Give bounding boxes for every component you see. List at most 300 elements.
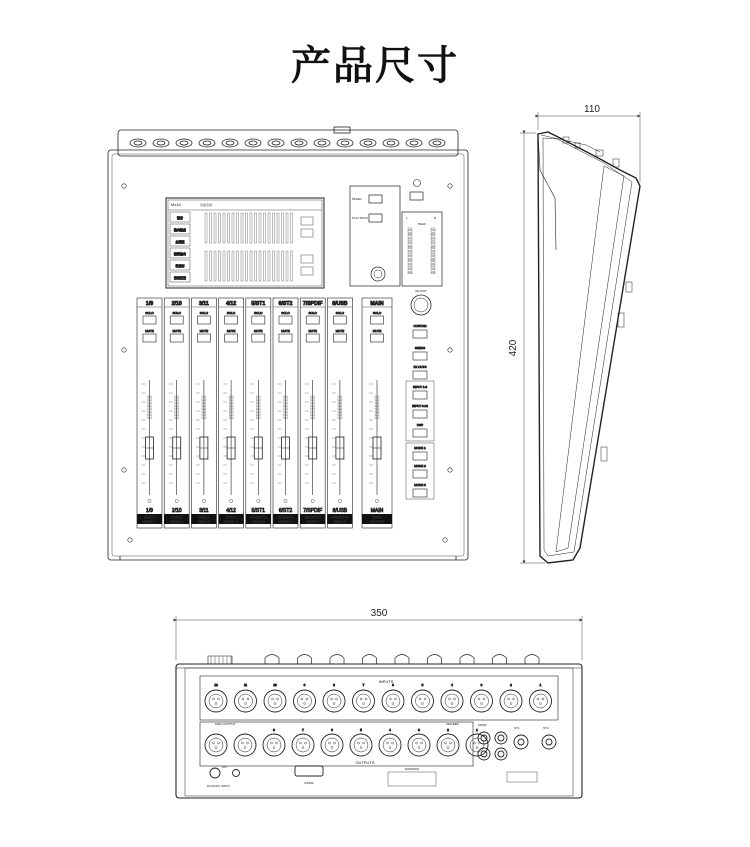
- xlr-pin: [301, 698, 303, 700]
- aes-ebu-label: AES/EBU: [446, 722, 460, 726]
- mute-label: MUTE: [372, 329, 382, 333]
- solo-button: [279, 316, 292, 324]
- send-label: SEND 4: [224, 519, 238, 524]
- xlr-output-inner: [267, 738, 281, 752]
- send-label: AUX 1: [144, 515, 155, 520]
- rs232-port: [295, 766, 323, 776]
- mixer-label: MIXER: [352, 197, 362, 201]
- meter-led: [431, 262, 435, 264]
- screen-fader-bar: [259, 251, 261, 281]
- meter-led: [431, 238, 435, 240]
- xlr-input-inner: [534, 694, 548, 708]
- top-jack-inner: [295, 141, 303, 145]
- screw: [122, 184, 126, 188]
- xlr-output-inner: [209, 738, 223, 752]
- screen-fader-bar: [255, 213, 257, 243]
- side-view-drawing: [538, 132, 640, 563]
- meter-led: [431, 267, 435, 269]
- input-number-label: 7: [362, 683, 365, 687]
- input-9-16-button: [413, 410, 427, 418]
- screen-fader-bar: [237, 213, 239, 243]
- xlr-pin: [245, 703, 247, 705]
- xlr-pin: [540, 703, 542, 705]
- xlr-pin: [304, 703, 306, 705]
- top-jack: [406, 139, 422, 147]
- input-number-label: 9: [303, 683, 306, 687]
- channel-bottom-label: 1/9: [146, 508, 153, 514]
- xlr-pin: [360, 747, 362, 749]
- xlr-input-inner: [357, 694, 371, 708]
- meter-led: [408, 262, 412, 264]
- screen-menu-label: 场景库: [175, 264, 185, 268]
- top-jack: [337, 139, 353, 147]
- send-label: MAIN: [372, 515, 382, 520]
- meter-led: [408, 241, 412, 243]
- xlr-input: [471, 690, 493, 712]
- solo-label: SOLO: [145, 311, 154, 315]
- dim-width: 350: [370, 608, 388, 619]
- mode-1-button: [413, 452, 427, 460]
- top-jack-inner: [364, 141, 372, 145]
- channel-bottom-label: 6/ST2: [278, 508, 293, 514]
- screen-button: [301, 229, 313, 237]
- input-number-label: 3: [480, 683, 483, 687]
- xlr-pin: [510, 703, 512, 705]
- output-number-label: 2: [447, 728, 449, 732]
- mute-label: MUTE: [145, 329, 154, 333]
- xlr-pin: [274, 703, 276, 705]
- top-jack-inner: [410, 141, 418, 145]
- xlr-pin: [213, 698, 215, 700]
- xlr-pin: [336, 698, 338, 700]
- solo-button: [197, 316, 210, 324]
- mute-button: [306, 334, 319, 342]
- screw: [443, 538, 447, 542]
- input-number-label: 2: [510, 683, 512, 687]
- xlr-pin: [513, 698, 515, 700]
- top-knob: [525, 655, 539, 665]
- channel-led: [202, 499, 205, 502]
- dsp-label: DSP: [416, 423, 424, 427]
- rear-view-drawing: [176, 655, 582, 799]
- channel-top-label: 8/USB: [332, 301, 348, 307]
- screen-fader-bar: [246, 251, 248, 281]
- meter-led: [408, 267, 412, 269]
- channel-top-label: 3/11: [198, 301, 209, 307]
- power-switch: [210, 768, 220, 778]
- mode-1-label: MODE 1: [414, 446, 426, 450]
- meter-led: [431, 246, 435, 248]
- meter-led: [431, 241, 435, 243]
- channel-bottom-label: 2/10: [171, 508, 182, 514]
- xlr-pin: [273, 747, 275, 749]
- screen-menu-label: 辅助输出: [173, 252, 187, 256]
- xlr-output: [263, 734, 285, 756]
- xlr-pin: [331, 698, 333, 700]
- custom-button: [413, 330, 427, 338]
- spdif-label: SPDIF: [478, 723, 487, 727]
- input-number-label: 12: [214, 683, 218, 687]
- xlr-input-inner: [268, 694, 282, 708]
- meter-led: [431, 251, 435, 253]
- meter-led: [408, 244, 412, 246]
- mute-button: [252, 334, 265, 342]
- top-jack: [130, 139, 146, 147]
- channel-top-label: 1/9: [145, 301, 154, 307]
- input-number-label: 6: [392, 683, 394, 687]
- screw: [448, 184, 452, 188]
- screw: [122, 348, 126, 352]
- on-label: ON: [222, 765, 227, 769]
- send-label: SEND 2: [170, 519, 184, 524]
- screen-menu-label: 混音: [176, 216, 184, 220]
- channel-led: [148, 499, 151, 502]
- screen-fader-bar: [223, 251, 225, 281]
- screen-fader-bar: [214, 213, 216, 243]
- dc-input-label: DC4V/DC INPUT: [207, 784, 231, 788]
- screen-fader-bar: [277, 213, 279, 243]
- input-number-label: 5: [421, 683, 424, 687]
- meter-led: [431, 257, 435, 259]
- xlr-input-inner: [239, 694, 253, 708]
- screw: [128, 538, 132, 542]
- xlr-pin: [421, 742, 423, 744]
- xlr-pin: [329, 742, 331, 744]
- top-knob: [395, 655, 409, 665]
- xlr-input: [235, 690, 257, 712]
- xlr-input: [441, 690, 463, 712]
- meter-right-label: R: [434, 216, 437, 220]
- xlr-output-inner: [238, 738, 252, 752]
- channel-led: [338, 499, 341, 502]
- xlr-pin: [218, 742, 220, 744]
- solo-label: SOLO: [172, 311, 181, 315]
- screen-fader-bar: [246, 213, 248, 243]
- meter-led: [408, 257, 412, 259]
- xlr-pin: [454, 698, 456, 700]
- send-label: GROUP 7: [304, 515, 321, 520]
- xlr-pin: [306, 698, 308, 700]
- top-jack-inner: [433, 141, 441, 145]
- screen-fader-bar: [255, 251, 257, 281]
- screw: [122, 468, 126, 472]
- screen-fader-bar: [237, 251, 239, 281]
- xlr-input-inner: [445, 694, 459, 708]
- meter-led: [408, 264, 412, 266]
- meter-led: [408, 254, 412, 256]
- meter-led: [408, 228, 412, 230]
- xlr-pin: [478, 698, 480, 700]
- xlr-pin: [305, 742, 307, 744]
- meter-peak-label: PEAK: [418, 222, 427, 226]
- xlr-pin: [363, 703, 365, 705]
- send-label: SEND 1: [143, 519, 156, 524]
- dim-height: 420: [508, 339, 519, 357]
- input-1-8-button: [413, 391, 427, 399]
- xlr-pin: [300, 742, 302, 744]
- xlr-pin: [215, 703, 217, 705]
- xlr-output: [466, 734, 488, 756]
- screen-menu-label: 输出路由: [173, 228, 187, 232]
- xlr-pin: [418, 747, 420, 749]
- meter-led: [431, 244, 435, 246]
- top-jack: [291, 139, 307, 147]
- screen-fader-bar: [264, 213, 266, 243]
- mute-button: [143, 334, 156, 342]
- top-knob: [428, 655, 442, 665]
- xlr-input-inner: [504, 694, 518, 708]
- screw: [448, 348, 452, 352]
- xlr-pin: [389, 747, 391, 749]
- top-view-drawing: [108, 127, 468, 560]
- screen-fader-bar: [241, 251, 243, 281]
- top-jack-inner: [272, 141, 280, 145]
- xlr-pin: [242, 742, 244, 744]
- screen-fader-bar: [241, 213, 243, 243]
- xlr-pin: [331, 747, 333, 749]
- dim-depth: 110: [584, 104, 600, 115]
- xlr-output: [350, 734, 372, 756]
- channel-led: [311, 499, 314, 502]
- xlr-pin: [333, 703, 335, 705]
- screen-fader-bar: [268, 251, 270, 281]
- input-9-16-label: INPUT 9-16: [412, 404, 428, 408]
- top-jack: [153, 139, 169, 147]
- screen-fader-bar: [219, 251, 221, 281]
- xlr-input: [412, 690, 434, 712]
- meter-left-label: L: [406, 216, 408, 220]
- mute-button: [333, 334, 346, 342]
- xlr-output-inner: [354, 738, 368, 752]
- power-button: [410, 192, 423, 200]
- xlr-pin: [395, 698, 397, 700]
- xlr-output-inner: [441, 738, 455, 752]
- adjust-label: ADJUST: [415, 289, 427, 293]
- solo-button: [252, 316, 265, 324]
- xlr-input-inner: [298, 694, 312, 708]
- xlr-pin: [387, 742, 389, 744]
- screen-fader-bar: [228, 213, 230, 243]
- top-jack: [314, 139, 330, 147]
- xlr-pin: [450, 742, 452, 744]
- top-knob: [493, 655, 507, 665]
- meter-led: [431, 254, 435, 256]
- top-jack: [429, 139, 445, 147]
- xlr-input: [205, 690, 227, 712]
- xlr-output: [379, 734, 401, 756]
- meter-led: [408, 238, 412, 240]
- top-jack-inner: [134, 141, 142, 145]
- output-number-label: 3: [418, 728, 420, 732]
- dsp-button: [413, 429, 427, 437]
- xlr-pin: [445, 742, 447, 744]
- channel-top-label: 4/12: [226, 301, 237, 307]
- xlr-pin: [213, 742, 215, 744]
- top-knob: [363, 655, 377, 665]
- mode-2-button: [413, 470, 427, 478]
- xlr-pin: [360, 698, 362, 700]
- screen-fader-bar: [268, 213, 270, 243]
- input-number-label: 11: [243, 683, 248, 687]
- xlr-input-inner: [209, 694, 223, 708]
- xlr-input: [530, 690, 552, 712]
- xlr-pin: [542, 698, 544, 700]
- xlr-pin: [424, 698, 426, 700]
- xlr-input-inner: [416, 694, 430, 708]
- mute-button: [279, 334, 292, 342]
- screen-fader-bar: [210, 251, 212, 281]
- xlr-input: [264, 690, 286, 712]
- xlr-output-inner: [296, 738, 310, 752]
- screen-fader-bar: [228, 251, 230, 281]
- main-output-label: MAIN OUTPUT: [215, 722, 236, 726]
- xlr-output: [437, 734, 459, 756]
- screen-fader-bar: [286, 213, 288, 243]
- xlr-pin: [476, 747, 478, 749]
- screen-fader-bar: [291, 213, 293, 243]
- xlr-pin: [422, 703, 424, 705]
- xlr-output: [205, 734, 227, 756]
- mute-label: MUTE: [172, 329, 181, 333]
- fx-outs-label: FX OUTS: [413, 365, 427, 369]
- screen-fader-bar: [277, 251, 279, 281]
- mute-label: MUTE: [199, 329, 209, 333]
- screen-header: 设备名称: [200, 203, 213, 207]
- top-jack-inner: [180, 141, 188, 145]
- xlr-pin: [277, 698, 279, 700]
- send-label: SEND 6: [279, 519, 292, 524]
- model-label: Mx16: [171, 202, 181, 207]
- screen-fader-bar: [232, 213, 234, 243]
- xlr-pin: [271, 742, 273, 744]
- xlr-input: [382, 690, 404, 712]
- xlr-pin: [215, 747, 217, 749]
- screen-fader-bar: [282, 251, 284, 281]
- channel-top-label: 5/ST1: [251, 301, 266, 307]
- meter-led: [408, 259, 412, 261]
- input-number-label: 1: [539, 683, 542, 687]
- xlr-pin: [451, 703, 453, 705]
- xlr-pin: [276, 742, 278, 744]
- inputs-label: INPUTS: [378, 679, 394, 684]
- xlr-input: [500, 690, 522, 712]
- xlr-output: [234, 734, 256, 756]
- send-label: SEND 3: [197, 519, 211, 524]
- xlr-input-inner: [327, 694, 341, 708]
- send-label: SEND 8: [333, 519, 347, 524]
- solo-button: [333, 316, 346, 324]
- volume-knob: [371, 267, 385, 281]
- channel-led: [375, 499, 378, 502]
- meter-led: [408, 270, 412, 272]
- outputs-label: OUTPUTS: [355, 760, 375, 765]
- screen-fader-bar: [210, 213, 212, 243]
- xlr-pin: [334, 742, 336, 744]
- xlr-input: [323, 690, 345, 712]
- meter-led: [431, 233, 435, 235]
- xlr-pin: [474, 742, 476, 744]
- meter-led: [408, 231, 412, 233]
- top-jack-inner: [387, 141, 395, 145]
- screen-fader-bar: [219, 213, 221, 243]
- send-label: GROUP 6: [277, 515, 294, 520]
- screen-fader-bar: [232, 251, 234, 281]
- send-label: SEND 7: [306, 519, 320, 524]
- mode-3-label: MODE 3: [414, 483, 426, 487]
- mute-label: MUTE: [226, 329, 236, 333]
- solo-button: [170, 316, 183, 324]
- meter-led: [431, 264, 435, 266]
- output-number-label: 6: [331, 728, 333, 732]
- top-jack-inner: [249, 141, 257, 145]
- meter-led: [431, 272, 435, 274]
- screen-fader-bar: [205, 251, 207, 281]
- screen-fader-bar: [291, 251, 293, 281]
- xlr-pin: [416, 742, 418, 744]
- xlr-pin: [449, 698, 451, 700]
- mute-label: MUTE: [308, 329, 317, 333]
- input-number-label: 4: [451, 683, 453, 687]
- xlr-pin: [363, 742, 365, 744]
- solo-label: SOLO: [199, 311, 209, 315]
- screen-fader-bar: [250, 213, 252, 243]
- solo-label: SOLO: [226, 311, 236, 315]
- meter-led: [431, 236, 435, 238]
- screen-fader-bar: [282, 213, 284, 243]
- meter-led: [431, 259, 435, 261]
- solo-button: [143, 316, 156, 324]
- top-jack: [360, 139, 376, 147]
- channel-top-label: 7/SPDIF: [302, 301, 323, 307]
- screw: [448, 468, 452, 472]
- send-label: AUX 4: [225, 515, 237, 520]
- screen-fader-bar: [259, 213, 261, 243]
- channel-top-label: 2/10: [171, 301, 182, 307]
- screen-button: [301, 217, 313, 225]
- st1-label: ST1: [514, 726, 520, 730]
- solo-label: SOLO: [308, 311, 317, 315]
- output-number-label: 1: [476, 728, 478, 732]
- channel-top-label: MAIN: [370, 301, 384, 307]
- top-jack: [199, 139, 215, 147]
- xlr-pin: [392, 742, 394, 744]
- top-jack-inner: [226, 141, 234, 145]
- xlr-pin: [390, 698, 392, 700]
- output-number-label: 4: [389, 728, 391, 732]
- xlr-input: [294, 690, 316, 712]
- xlr-pin: [481, 703, 483, 705]
- mute-button: [371, 334, 384, 342]
- screen-fader-bar: [286, 251, 288, 281]
- mute-button: [170, 334, 183, 342]
- screen-menu-label: 系统设置: [173, 276, 187, 280]
- input-1-8-label: INPUT 1-8: [412, 385, 428, 389]
- meter-led: [408, 233, 412, 235]
- send-label: GROUP 5: [250, 515, 267, 520]
- send-label: SEND 5: [251, 519, 265, 524]
- xlr-pin: [508, 698, 510, 700]
- xlr-output-inner: [412, 738, 426, 752]
- screen-fader-bar: [250, 251, 252, 281]
- solo-label: SOLO: [254, 311, 263, 315]
- mute-button: [225, 334, 238, 342]
- top-knob: [298, 655, 312, 665]
- xlr-input-inner: [475, 694, 489, 708]
- st2-label: ST2: [543, 726, 549, 730]
- solo-button: [371, 316, 384, 324]
- top-knob: [460, 655, 474, 665]
- channel-top-label: 6/ST2: [278, 301, 293, 307]
